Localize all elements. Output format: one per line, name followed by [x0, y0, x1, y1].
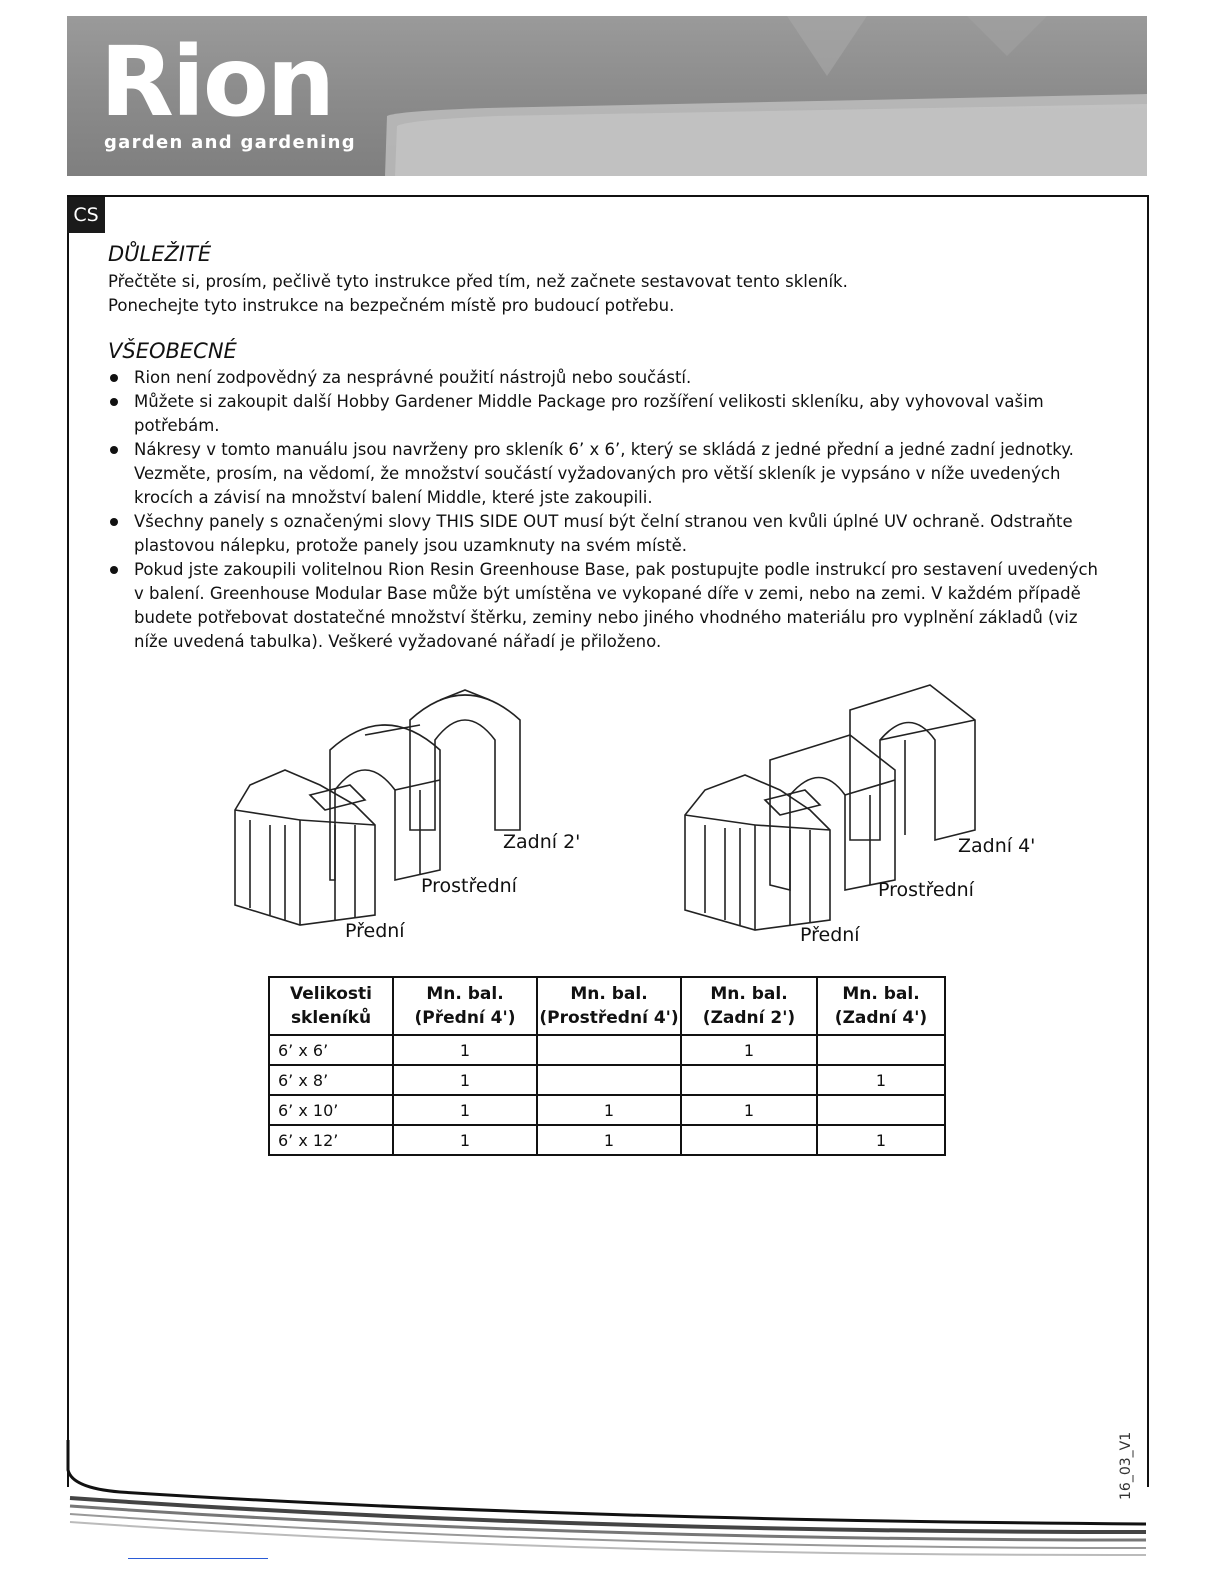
table-cell [537, 1065, 681, 1095]
table-row [269, 1065, 945, 1095]
language-badge: CS [67, 197, 105, 233]
version-label: 16_03_V1 [1118, 1431, 1134, 1500]
bullet-dot [110, 446, 118, 454]
table-cell: 1 [393, 1125, 537, 1155]
bullet-item [108, 366, 1108, 390]
table-cell: 1 [537, 1125, 681, 1155]
label-middle-right: Prostřední [878, 879, 974, 901]
general-bullet-list [108, 366, 1108, 654]
header-sizes: Velikosti skleníků [269, 977, 393, 1035]
label-rear-2: Zadní 2' [503, 831, 581, 853]
table-cell: 1 [393, 1035, 537, 1065]
table-cell [681, 1065, 817, 1095]
bullet-text: Všechny panely s označenými slovy THIS SIDE OUT musí být čelní stranou ven kvůli úplné UV ochraně. Odstraňte plastovou nálepku, protože panely jsou uzamknuty na svém místě. [134, 512, 1073, 555]
header-front: Mn. bal. (Přední 4') [393, 977, 537, 1035]
bullet-item [108, 438, 1108, 510]
important-line-1: Přečtěte si, prosím, pečlivě tyto instrukce před tím, než začnete sestavovat tento skleník. [108, 272, 848, 291]
footer-link-line [128, 1558, 268, 1559]
bullet-item [108, 390, 1108, 438]
table-header-row [269, 977, 945, 1035]
label-front-right: Přední [800, 924, 860, 946]
header-rear-4: Mn. bal. (Zadní 4') [817, 977, 945, 1035]
bullet-dot [110, 518, 118, 526]
bullet-text: Rion není zodpovědný za nesprávné použití nástrojů nebo součástí. [134, 368, 692, 387]
table-cell: 1 [537, 1095, 681, 1125]
important-line-2: Ponechejte tyto instrukce na bezpečném místě pro budoucí potřebu. [108, 296, 675, 315]
important-heading: DŮLEŽITÉ [108, 242, 212, 266]
table-cell: 1 [817, 1125, 945, 1155]
table-cell: 1 [393, 1065, 537, 1095]
table-cell: 1 [681, 1035, 817, 1065]
bullet-item [108, 558, 1108, 654]
bullet-dot [110, 398, 118, 406]
general-heading: VŠEOBECNÉ [108, 339, 237, 363]
header-banner [67, 16, 1147, 176]
table-row [269, 1125, 945, 1155]
header-middle: Mn. bal. (Prostřední 4') [537, 977, 681, 1035]
table-cell [681, 1125, 817, 1155]
table-cell [817, 1035, 945, 1065]
table-cell: 1 [393, 1095, 537, 1125]
package-table [268, 976, 946, 1156]
brand-logo: Rion [100, 26, 334, 138]
table-cell [817, 1095, 945, 1125]
label-middle-left: Prostřední [421, 875, 517, 897]
table-cell: 6’ x 12’ [269, 1125, 393, 1155]
bullet-item [108, 510, 1108, 558]
bullet-dot [110, 566, 118, 574]
table-cell: 6’ x 6’ [269, 1035, 393, 1065]
label-front-left: Přední [345, 920, 405, 942]
brand-tagline: garden and gardening [104, 132, 356, 153]
table-cell [537, 1035, 681, 1065]
table-row [269, 1095, 945, 1125]
table-cell: 6’ x 8’ [269, 1065, 393, 1095]
label-rear-4: Zadní 4' [958, 835, 1036, 857]
table-cell: 1 [681, 1095, 817, 1125]
bullet-text: Pokud jste zakoupili volitelnou Rion Resin Greenhouse Base, pak postupujte podle instrukcí pro sestavení uvedených v balení. Greenhouse Modular Base může být umístěna ve vykopané díře v zemi, nebo na zemi. V každém případě budete potřebovat dostatečné množství štěrku, zeminy nebo jiného vhodného materiálu pro vyplnění základů (viz níže uvedená tabulka). Veškeré vyžadované nářadí je přiloženo. [134, 560, 1099, 651]
table-cell: 1 [817, 1065, 945, 1095]
bullet-text: Můžete si zakoupit další Hobby Gardener Middle Package pro rozšíření velikosti skleníku, aby vyhovoval vašim potřebám. [134, 392, 1044, 435]
bottom-curve-decoration [60, 1440, 1160, 1565]
bullet-text: Nákresy v tomto manuálu jsou navrženy pro skleník 6’ x 6’, který se skládá z jedné přední a jedné zadní jednotky. Vezměte, prosím, na vědomí, že množství součástí vyžadovaných pro větší skleník je vypsáno v níže uvedených krocích a závisí na množství balení Middle, které jste zakoupili. [134, 440, 1074, 507]
header-rear-2: Mn. bal. (Zadní 2') [681, 977, 817, 1035]
table-cell: 6’ x 10’ [269, 1095, 393, 1125]
bullet-dot [110, 374, 118, 382]
table-row [269, 1035, 945, 1065]
